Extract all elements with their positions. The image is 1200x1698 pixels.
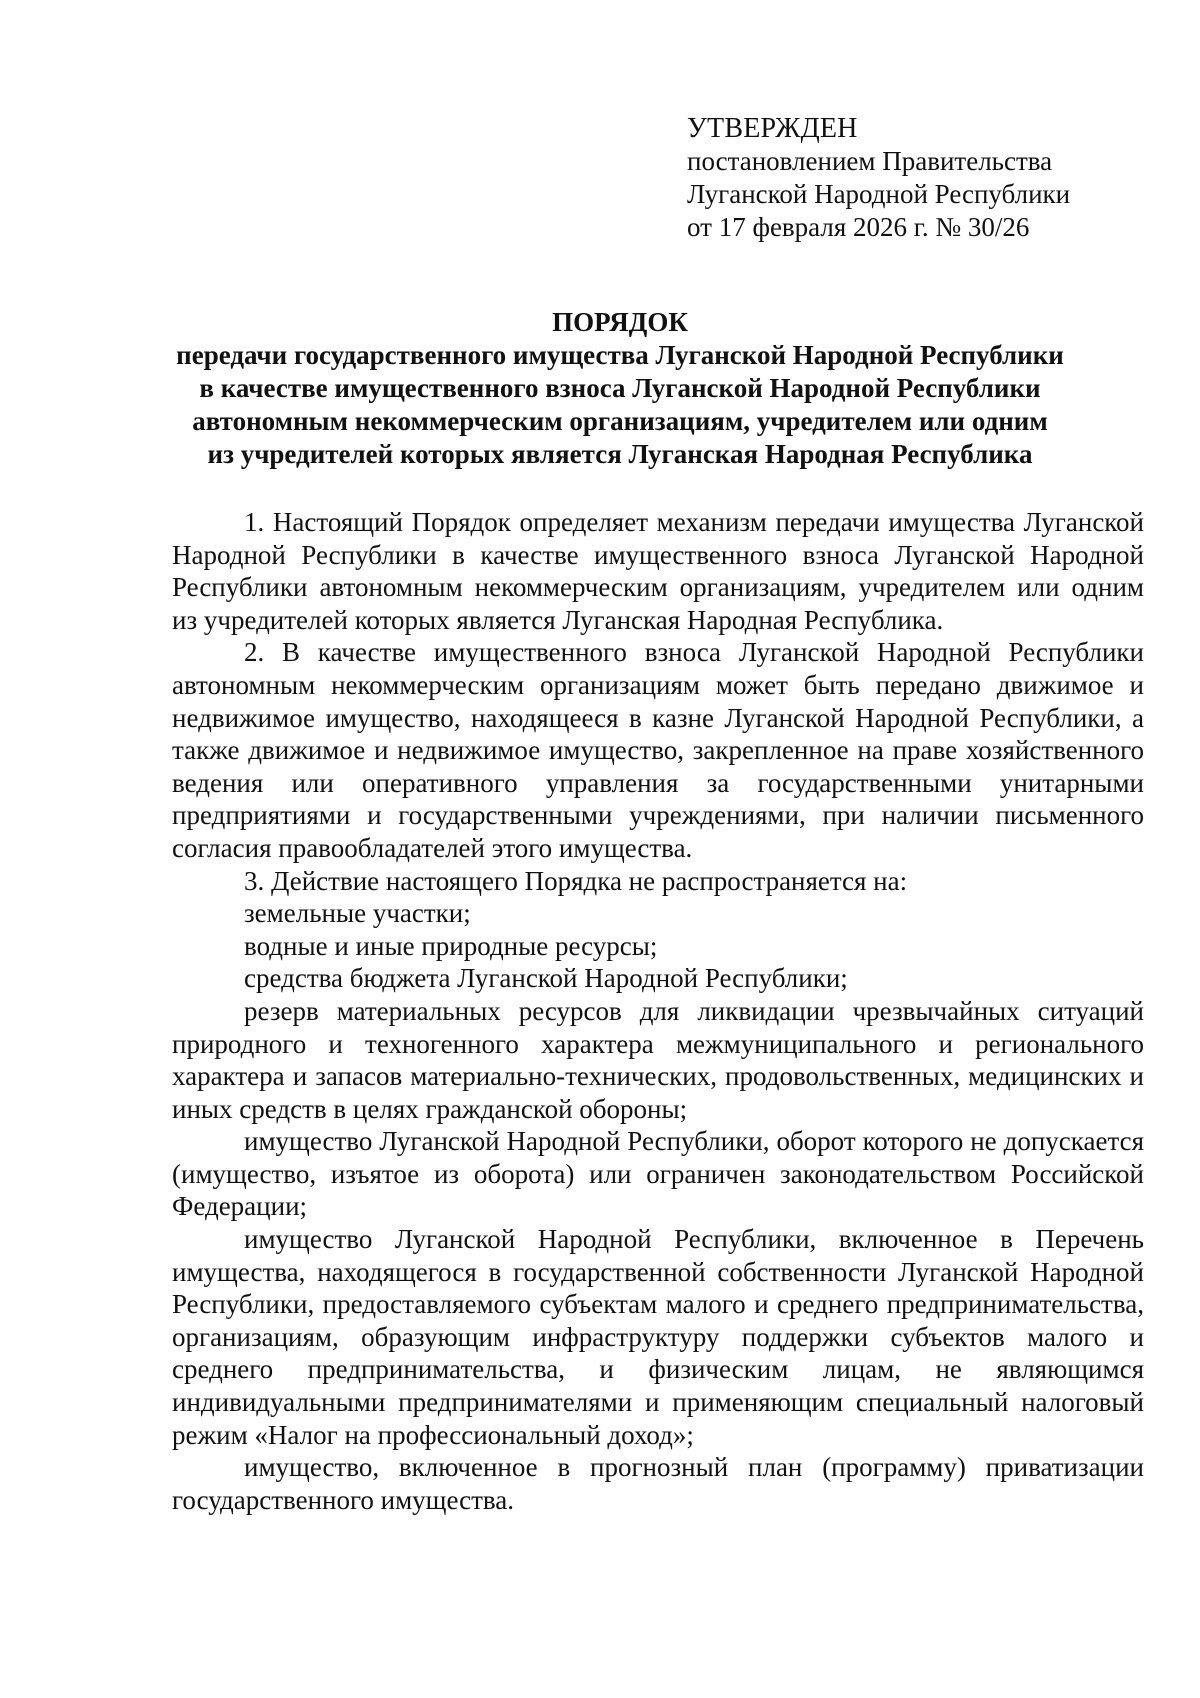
approval-line-date-number: от 17 февраля 2026 г. № 30/26 (687, 212, 1030, 242)
title-line-4: из учредителей которых является Луганская Народная Республика (207, 439, 1033, 469)
title-heading: ПОРЯДОК (552, 307, 688, 337)
document-body (172, 506, 1144, 1516)
title-line-2: в качестве имущественного взноса Луганской Народной Республики (199, 373, 1041, 403)
paragraph-3: 3. Действие настоящего Порядка не распространяется на: (244, 865, 908, 896)
exclusion-item-natural-resources: водные и иные природные ресурсы; (244, 930, 658, 961)
paragraph-1: 1. Настоящий Порядок определяет механизм передачи имущества Луганской Народной Республики в качестве имущественного взноса Луганской Народной Республики автономным некоммерческим организациям, учредителем или одним из учредителей которых является Луганская Народная Республика. (172, 507, 1144, 635)
title-line-3: автономным некоммерческим организациям, учредителем или одним (192, 406, 1048, 436)
approval-stamp-block (687, 112, 1167, 244)
approval-line-resolution: постановлением Правительства (687, 146, 1053, 176)
exclusion-item-budget-funds: средства бюджета Луганской Народной Республики; (244, 963, 848, 994)
exclusion-item-privatization-plan: имущество, включенное в прогнозный план (программу) приватизации государственного имущества. (172, 1452, 1144, 1515)
approval-line-authority: Луганской Народной Республики (687, 179, 1071, 209)
title-line-1: передачи государственного имущества Луганской Народной Республики (176, 340, 1064, 370)
paragraph-2: 2. В качестве имущественного взноса Луганской Народной Республики автономным некоммерческим организациям может быть передано движимое и недвижимое имущество, находящееся в казне Луганской Народной Республики, а также движимое и недвижимое имущество, закрепленное на праве хозяйственного ведения или оперативного управления за государственными унитарными предприятиями и государственными учреждениями, при наличии письменного согласия правообладателей этого имущества. (172, 637, 1144, 863)
exclusion-item-material-reserve: резерв материальных ресурсов для ликвидации чрезвычайных ситуаций природного и техногенного характера межмуниципального и регионального характера и запасов материально-технических, продовольственных, медицинских и иных средств в целях гражданской обороны; (172, 995, 1144, 1124)
document-title (120, 306, 1120, 471)
approval-status: УТВЕРЖДЕН (687, 113, 858, 144)
exclusion-item-restricted-property: имущество Луганской Народной Республики, оборот которого не допускается (имущество, изъятое из оборота) или ограничен законодательством Российской Федерации; (172, 1126, 1144, 1222)
exclusion-item-sme-list-property: имущество Луганской Народной Республики, включенное в Перечень имущества, находящегося в государственной собственности Луганской Народной Республики, предоставляемого субъектам малого и среднего предпринимательства, организациям, образующим инфраструктуру поддержки субъектов малого и среднего предпринимательства, и физическим лицам, не являющимся индивидуальными предпринимателями и применяющим специальный налоговый режим «Налог на профессиональный доход»; (172, 1224, 1144, 1450)
exclusion-item-land: земельные участки; (244, 898, 471, 929)
